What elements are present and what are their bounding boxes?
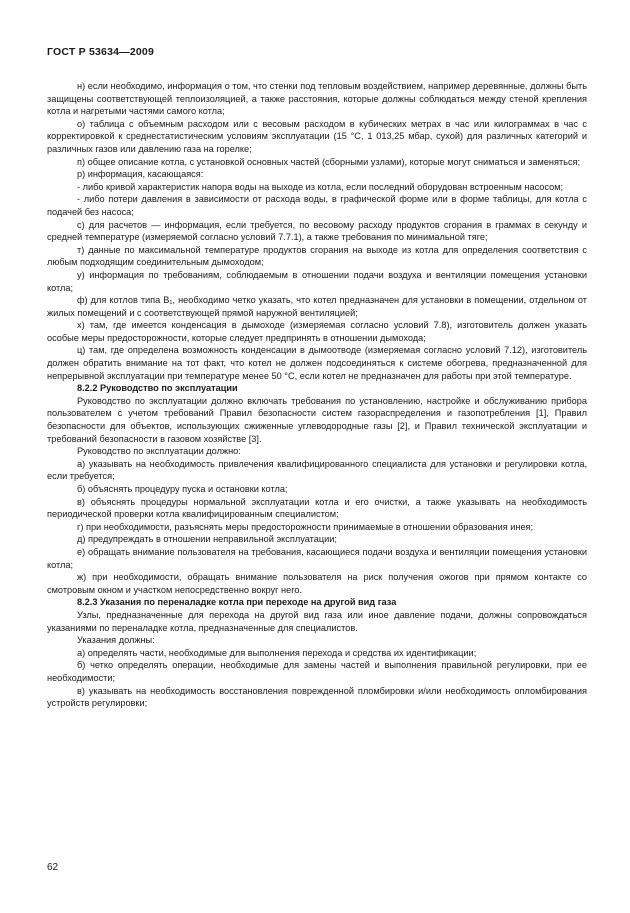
section-heading-8-2-2: 8.2.2 Руководство по эксплуатации <box>77 383 238 394</box>
conversion-intro: Узлы, предназначенные для перехода на другой вид газа или иное давление подачи, должны сопровождаться указаниями по переналадке котла, предназначенные для специалистов. <box>47 609 587 633</box>
item-u: у) информация по требованиям, соблюдаемым в отношении подачи воздуха и вентиляции помещения установки котла; <box>47 269 587 293</box>
item-p: п) общее описание котла, с установкой основных частей (сборными узлами), которые могут сниматься и заменяться; <box>77 156 581 167</box>
manual-item-v: в) объяснять процедуры нормальной эксплуатации котла и его очистки, а также указывать на необходимость периодической проверки котла квалифицированным специалистом; <box>47 496 587 520</box>
section-heading-8-2-3: 8.2.3 Указания по переналадке котла при переходе на другой вид газа <box>77 597 397 608</box>
item-t: т) данные по максимальной температуре продуктов сгорания на выходе из котла для определения соответствия с любым подходящим соединительным дымоходом; <box>47 244 587 268</box>
item-kh: х) там, где имеется конденсация в дымоходе (измеряемая согласно условий 7.8), изготовитель должен указать особые меры предосторожности, которые следует предпринять в отношении дымохода; <box>47 320 587 343</box>
manual-item-g: г) при необходимости, разъяснять меры предосторожности принимаемые в отношении образования инея; <box>77 521 534 532</box>
item-f: ф) для котлов типа B₁, необходимо четко указать, что котел предназначен для установки в помещении, отдельном от жилых помещений и с соответствующей прямой наружной вентиляцией; <box>47 295 587 318</box>
manual-item-zh: ж) при необходимости, обращать внимание пользователя на риск получения ожогов при прямом контакте со смотровым окном и участком непосредственно вокруг него. <box>47 572 587 595</box>
document-header: ГОСТ Р 53634—2009 <box>47 46 155 58</box>
manual-item-a: а) указывать на необходимость привлечения квалифицированного специалиста для установки и регулировки котла, если требуется; <box>47 458 587 482</box>
conversion-item-a: а) определять части, необходимые для выполнения перехода и средства их идентификации; <box>77 647 477 658</box>
item-r: р) информация, касающаяся: <box>77 169 204 180</box>
manual-item-d: д) предупреждать в отношении неправильной эксплуатации; <box>77 534 337 545</box>
conversion-item-v: в) указывать на необходимость восстановления поврежденной пломбировки и/или необходимость опломбирования устройств регулировки; <box>47 685 587 709</box>
manual-intro: Руководство по эксплуатации должно включать требования по установлению, настройке и обслуживанию прибора пользователем с учетом требований Правил безопасности систем газораспределения и газопотребления [1], Правил безопасности для объектов, использующих сжиженные углеводородные газы [2], и Правил технической эксплуатации и требований безопасности в газовом хозяйстве [3]. <box>47 395 587 444</box>
item-o: о) таблица с объемным расходом или с весовым расходом в кубических метрах в час или килограммах в час с корректировкой к среднестатистическим условиям эксплуатации (15 °С, 1 013,25 мбар, сухой) для различных категорий и различных газов или давлению газа на горелке; <box>47 118 587 154</box>
item-r-sub-1: - либо кривой характеристик напора воды на выходе из котла, если последний оборудован встроенным насосом; <box>77 181 564 192</box>
manual-must: Руководство по эксплуатации должно: <box>77 446 241 457</box>
conversion-must: Указания должны: <box>77 635 155 646</box>
manual-item-e: е) обращать внимание пользователя на требования, касающиеся подачи воздуха и вентиляции помещения установки котла; <box>47 546 587 570</box>
conversion-item-b: б) четко определять операции, необходимые для замены частей и выполнения правильной регулировки, при ее необходимости; <box>47 660 587 683</box>
item-r-sub-2: - либо потери давления в зависимости от расхода воды, в графической форме или в форме таблицы, для котла с подачей без насоса; <box>47 194 587 217</box>
manual-item-b: б) объяснять процедуру пуска и остановки котла; <box>77 484 288 494</box>
item-n: н) если необходимо, информация о том, что стенки под тепловым воздействием, например деревянные, должны быть защищены соответствующей теплоизоляцией, а также расстояния, которые должны соблюдаться между стеной крепления котла и нагретыми частями самого котла; <box>47 81 587 117</box>
item-ts: ц) там, где определена возможность конденсации в дымоотводе (измеряемая согласно условий 7.12), изготовитель должен обратить внимание на тот факт, что котел не должен подсоединяться к системе обогрева, предназначенной для непрерывной эксплуатации при температуре менее 50 °С, если котел не предназначен для работы при этой температуре. <box>47 345 587 381</box>
item-s: с) для расчетов — информация, если требуется, по весовому расходу продуктов сгорания в граммах в секунду и средней температуре (измеряемой согласно условий 7.7.1), а также требования по минимальной тяге; <box>47 219 587 243</box>
document-body <box>47 80 587 710</box>
page-number: 62 <box>47 862 59 873</box>
